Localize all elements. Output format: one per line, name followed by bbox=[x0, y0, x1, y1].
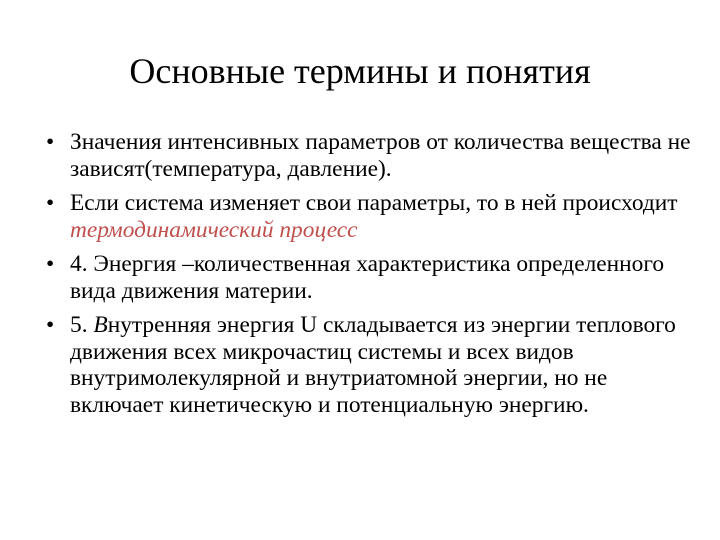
bullet-icon: • bbox=[46, 251, 55, 277]
list-item bbox=[42, 251, 692, 304]
bullet-number: 5. bbox=[70, 312, 94, 338]
bullet-text: Значения интенсивных параметров от количества вещества не зависят(температура, давление). bbox=[70, 129, 691, 182]
list-item bbox=[42, 190, 692, 243]
list-item bbox=[42, 312, 692, 418]
bullet-list bbox=[42, 129, 692, 426]
italic-letter: В bbox=[93, 312, 108, 338]
slide-title: Основные термины и понятия bbox=[129, 51, 591, 91]
highlighted-term: термодинамический процесс bbox=[70, 190, 690, 243]
list-item bbox=[42, 129, 692, 182]
bullet-icon: • bbox=[46, 190, 55, 216]
bullet-text: 4. Энергия –количественная характеристика определенного вида движения материи. bbox=[70, 251, 665, 304]
bullet-icon: • bbox=[46, 312, 55, 338]
bullet-text: Если система изменяет свои параметры, то в ней происходит bbox=[70, 190, 678, 216]
bullet-text: нутренняя энергия U складывается из энергии теплового движения всех микрочастиц системы и всех видов внутримолекулярной и внутриатомной энергии, но не включает кинетическую и потенциальную энергию. bbox=[70, 312, 676, 418]
bullet-icon: • bbox=[46, 129, 55, 155]
